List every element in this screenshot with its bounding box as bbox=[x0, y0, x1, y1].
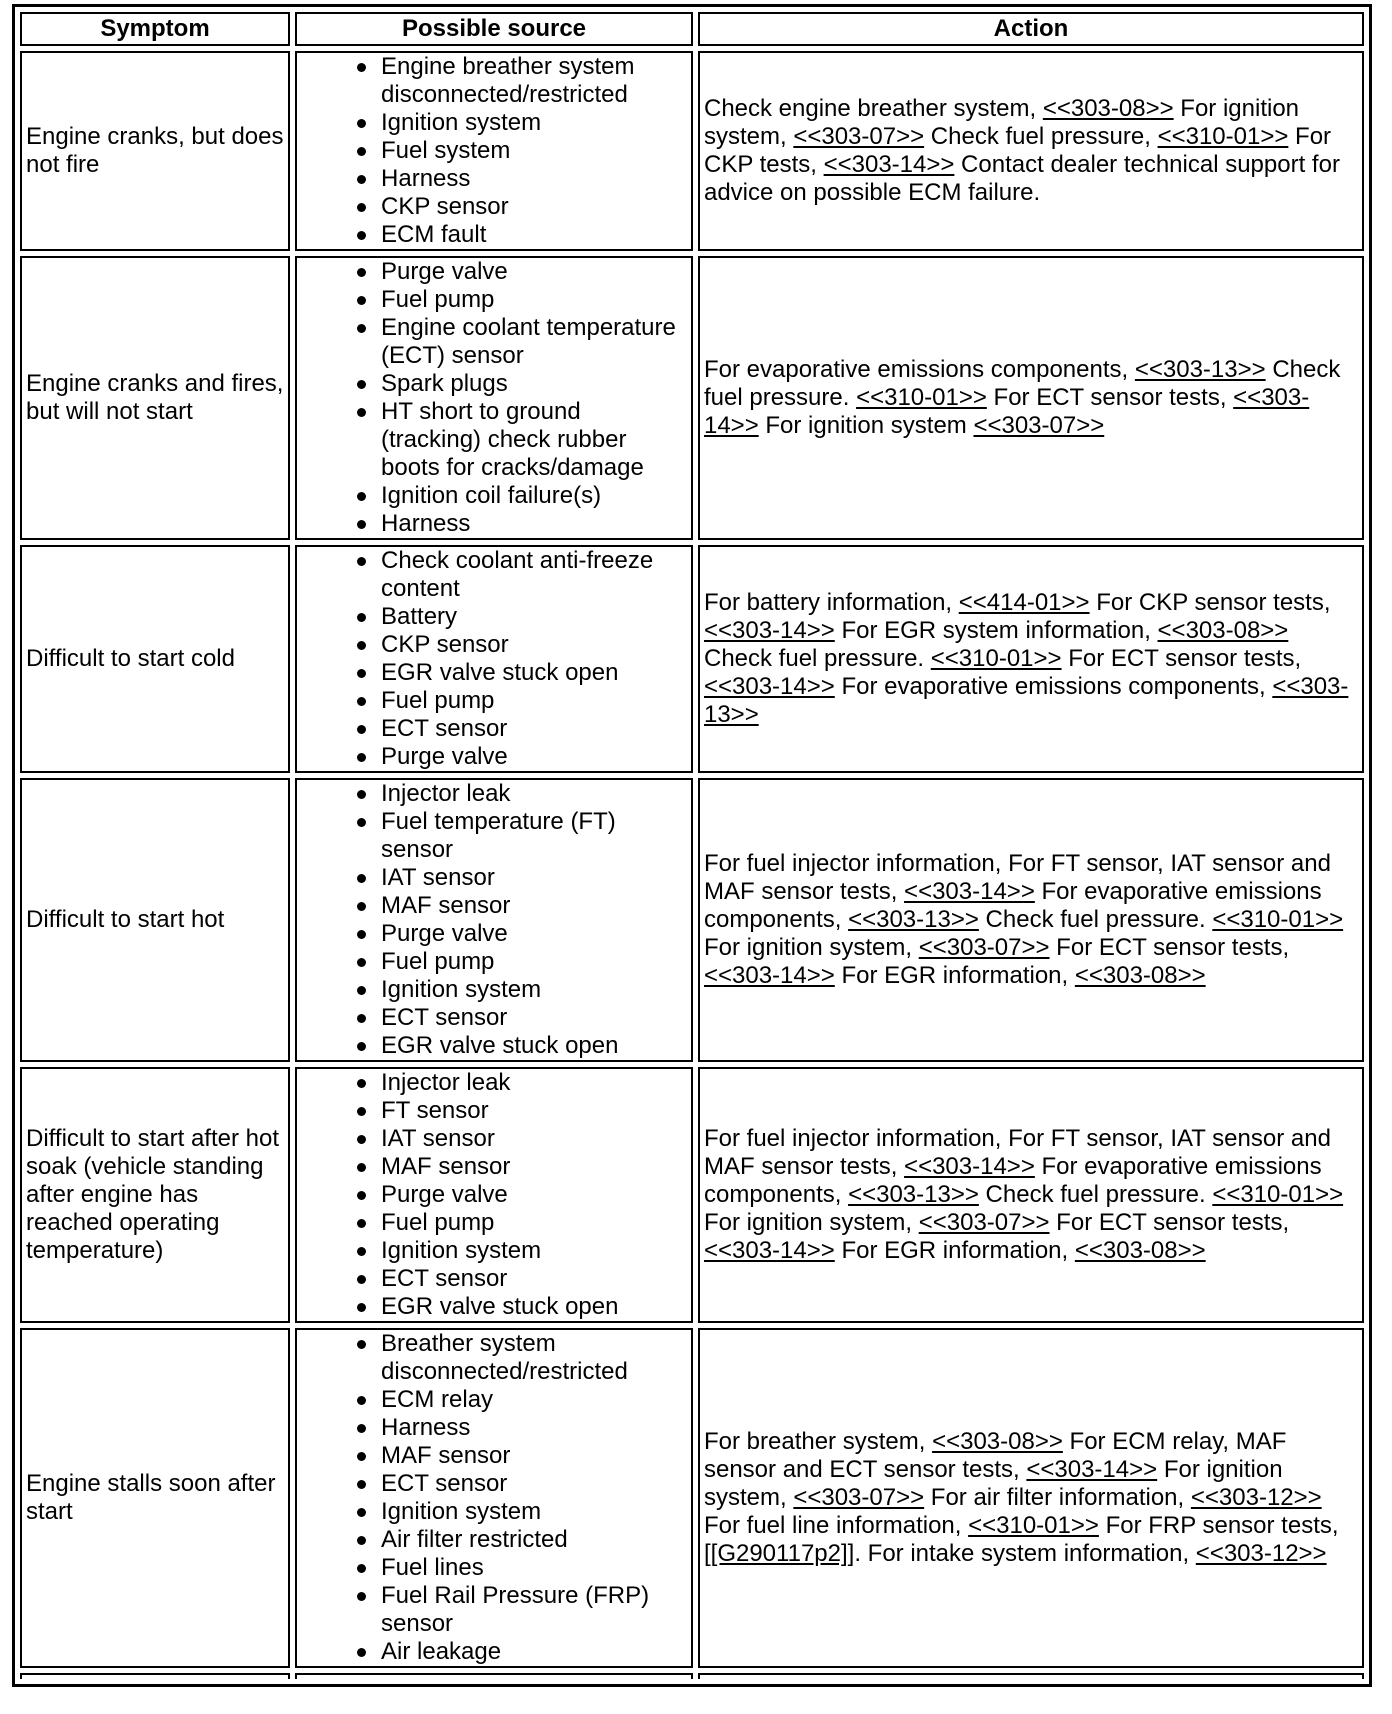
source-list-item: Ignition system bbox=[353, 976, 687, 1004]
source-list-item: Harness bbox=[353, 1414, 687, 1442]
action-text bbox=[704, 1125, 1358, 1265]
source-list-item: Fuel lines bbox=[353, 1554, 687, 1582]
continued-row bbox=[20, 1673, 1364, 1679]
source-list-item: Purge valve bbox=[353, 1181, 687, 1209]
action-text bbox=[704, 356, 1358, 440]
action-text-segment: For evaporative emissions components, bbox=[834, 673, 1273, 700]
source-list-item: Harness bbox=[353, 510, 687, 538]
source-list-item: Spark plugs bbox=[353, 370, 687, 398]
symptom-cell: Difficult to start hot bbox=[20, 778, 290, 1062]
action-text-segment: For fuel line information, bbox=[703, 1512, 969, 1539]
section-reference-link[interactable]: <<303-13>> bbox=[703, 673, 1349, 728]
source-list-item: ECT sensor bbox=[353, 1265, 687, 1293]
action-cell bbox=[698, 1067, 1364, 1323]
action-text-segment: Check fuel pressure. bbox=[978, 906, 1213, 933]
source-list-item: CKP sensor bbox=[353, 193, 687, 221]
source-list-item: Ignition system bbox=[353, 1498, 687, 1526]
action-text-segment: For breather system, bbox=[703, 1428, 933, 1455]
section-reference-link[interactable]: <<303-12>> bbox=[1190, 1484, 1322, 1511]
action-text-segment: For battery information, bbox=[703, 589, 959, 616]
action-text-segment: For fuel injector information, For FT sensor, IAT sensor and MAF sensor tests, bbox=[703, 1125, 1331, 1180]
source-list-item: Engine breather system disconnected/restricted bbox=[353, 53, 687, 109]
source-list bbox=[301, 53, 687, 249]
possible-source-cell bbox=[295, 778, 693, 1062]
source-list-item: Ignition system bbox=[353, 109, 687, 137]
source-list-item: Purge valve bbox=[353, 743, 687, 771]
section-reference-link[interactable]: <<303-13>> bbox=[848, 906, 979, 933]
table-row bbox=[20, 256, 1364, 540]
section-reference-link[interactable]: <<303-08>> bbox=[1157, 617, 1289, 644]
source-list bbox=[301, 547, 687, 771]
action-text-segment: For ignition system, bbox=[703, 934, 919, 961]
possible-source-cell bbox=[295, 1328, 693, 1668]
source-list-item: ECM fault bbox=[353, 221, 687, 249]
source-list-item: MAF sensor bbox=[353, 1153, 687, 1181]
section-reference-link[interactable]: <<303-14>> bbox=[703, 673, 835, 700]
action-text-segment: For ECT sensor tests, bbox=[1049, 934, 1290, 961]
source-list-item: ECT sensor bbox=[353, 1470, 687, 1498]
action-text-segment: For fuel injector information, For FT sensor, IAT sensor and MAF sensor tests, bbox=[703, 850, 1331, 905]
section-reference-link[interactable]: <<303-12>> bbox=[1195, 1540, 1327, 1567]
source-list-item: Fuel pump bbox=[353, 286, 687, 314]
action-text-segment: For ECT sensor tests, bbox=[1061, 645, 1302, 672]
action-text-segment: For ignition system, bbox=[703, 1456, 1283, 1511]
action-text-segment: For EGR system information, bbox=[834, 617, 1158, 644]
action-cell bbox=[698, 545, 1364, 773]
continued-cell bbox=[698, 1673, 1364, 1679]
table-row bbox=[20, 1328, 1364, 1668]
source-list-item: Purge valve bbox=[353, 258, 687, 286]
section-reference-link[interactable]: <<310-01>> bbox=[1157, 123, 1289, 150]
symptom-cell: Difficult to start after hot soak (vehicle standing after engine has reached operating temperature) bbox=[20, 1067, 290, 1323]
section-reference-link[interactable]: <<303-14>> bbox=[703, 617, 835, 644]
action-text-segment: . For intake system information, bbox=[854, 1540, 1196, 1567]
source-list-item: FT sensor bbox=[353, 1097, 687, 1125]
source-list-item: EGR valve stuck open bbox=[353, 1032, 687, 1060]
header-row bbox=[20, 12, 1364, 46]
action-cell bbox=[698, 51, 1364, 251]
table-row bbox=[20, 51, 1364, 251]
source-list-item: IAT sensor bbox=[353, 1125, 687, 1153]
action-text-segment: For ignition system, bbox=[703, 95, 1300, 150]
table-body bbox=[20, 51, 1364, 1679]
source-list-item: MAF sensor bbox=[353, 1442, 687, 1470]
section-reference-link[interactable]: <<303-14>> bbox=[703, 384, 1310, 439]
source-list-item: IAT sensor bbox=[353, 864, 687, 892]
section-reference-link[interactable]: <<303-07>> bbox=[793, 1484, 925, 1511]
action-text-segment: Check fuel pressure. bbox=[978, 1181, 1213, 1208]
source-list-item: MAF sensor bbox=[353, 892, 687, 920]
section-reference-link[interactable]: <<303-08>> bbox=[1074, 1237, 1206, 1264]
source-list bbox=[301, 258, 687, 538]
section-reference-link[interactable]: [[G290117p2]] bbox=[703, 1540, 855, 1567]
symptom-cell: Difficult to start cold bbox=[20, 545, 290, 773]
section-reference-link[interactable]: <<310-01>> bbox=[968, 1512, 1099, 1539]
section-reference-link[interactable]: <<303-14>> bbox=[904, 878, 1035, 905]
source-list-item: Injector leak bbox=[353, 780, 687, 808]
section-reference-link[interactable]: <<303-14>> bbox=[1026, 1456, 1158, 1483]
section-reference-link[interactable]: <<310-01>> bbox=[856, 384, 987, 411]
page bbox=[12, 4, 1372, 1687]
section-reference-link[interactable]: <<303-07>> bbox=[793, 123, 925, 150]
action-text bbox=[704, 95, 1358, 207]
section-reference-link[interactable]: <<303-14>> bbox=[703, 1237, 835, 1264]
continued-cell bbox=[20, 1673, 290, 1679]
section-reference-link[interactable]: <<310-01>> bbox=[1212, 1181, 1344, 1208]
source-list-item: EGR valve stuck open bbox=[353, 659, 687, 687]
symptom-cell: Engine cranks, but does not fire bbox=[20, 51, 290, 251]
source-list-item: Air filter restricted bbox=[353, 1526, 687, 1554]
source-list-item: Check coolant anti-freeze content bbox=[353, 547, 687, 603]
section-reference-link[interactable]: <<303-07>> bbox=[973, 412, 1105, 439]
continued-cell bbox=[295, 1673, 693, 1679]
action-text-segment: For CKP tests, bbox=[703, 123, 1332, 178]
action-text-segment: For evaporative emissions components, bbox=[703, 878, 1322, 933]
section-reference-link[interactable]: <<303-07>> bbox=[918, 1209, 1050, 1236]
source-list-item: Fuel pump bbox=[353, 687, 687, 715]
symptom-cell: Engine cranks and fires, but will not start bbox=[20, 256, 290, 540]
header-possible-source: Possible source bbox=[295, 12, 693, 46]
source-list bbox=[301, 1069, 687, 1321]
source-list bbox=[301, 1330, 687, 1666]
action-text-segment: For ignition system bbox=[758, 412, 974, 439]
source-list-item: Ignition coil failure(s) bbox=[353, 482, 687, 510]
source-list-item: CKP sensor bbox=[353, 631, 687, 659]
source-list-item: Fuel Rail Pressure (FRP) sensor bbox=[353, 1582, 687, 1638]
table-row bbox=[20, 545, 1364, 773]
section-reference-link[interactable]: <<303-14>> bbox=[904, 1153, 1035, 1180]
section-reference-link[interactable]: <<303-13>> bbox=[1134, 356, 1266, 383]
source-list-item: Breather system disconnected/restricted bbox=[353, 1330, 687, 1386]
source-list-item: Battery bbox=[353, 603, 687, 631]
possible-source-cell bbox=[295, 545, 693, 773]
source-list-item: ECT sensor bbox=[353, 715, 687, 743]
source-list-item: Air leakage bbox=[353, 1638, 687, 1666]
source-list-item: Fuel pump bbox=[353, 948, 687, 976]
action-text-segment: For evaporative emissions components, bbox=[703, 1153, 1322, 1208]
source-list-item: Injector leak bbox=[353, 1069, 687, 1097]
possible-source-cell bbox=[295, 256, 693, 540]
action-text-segment: For FRP sensor tests, bbox=[1098, 1512, 1339, 1539]
source-list-item: Engine coolant temperature (ECT) sensor bbox=[353, 314, 687, 370]
section-reference-link[interactable]: <<303-08>> bbox=[1074, 962, 1206, 989]
source-list-item: ECT sensor bbox=[353, 1004, 687, 1032]
source-list-item: Fuel system bbox=[353, 137, 687, 165]
action-text bbox=[704, 1428, 1358, 1568]
action-text bbox=[704, 850, 1358, 990]
source-list-item: ECM relay bbox=[353, 1386, 687, 1414]
section-reference-link[interactable]: <<414-01>> bbox=[958, 589, 1090, 616]
symptom-cell: Engine stalls soon after start bbox=[20, 1328, 290, 1668]
action-text-segment: For EGR information, bbox=[834, 1237, 1075, 1264]
header-symptom: Symptom bbox=[20, 12, 290, 46]
source-list-item: Fuel pump bbox=[353, 1209, 687, 1237]
source-list bbox=[301, 780, 687, 1060]
section-reference-link[interactable]: <<310-01>> bbox=[1212, 906, 1344, 933]
action-text-segment: Check fuel pressure. bbox=[703, 356, 1341, 411]
action-text-segment: Check fuel pressure, bbox=[924, 123, 1158, 150]
action-text-segment: For EGR information, bbox=[834, 962, 1075, 989]
header-action: Action bbox=[698, 12, 1364, 46]
source-list-item: Harness bbox=[353, 165, 687, 193]
source-list-item: HT short to ground (tracking) check rubber boots for cracks/damage bbox=[353, 398, 687, 482]
action-text-segment: For ignition system, bbox=[703, 1209, 919, 1236]
table-row bbox=[20, 1067, 1364, 1323]
action-cell bbox=[698, 256, 1364, 540]
action-cell bbox=[698, 778, 1364, 1062]
action-cell bbox=[698, 1328, 1364, 1668]
section-reference-link[interactable]: <<303-08>> bbox=[932, 1428, 1063, 1455]
source-list-item: Fuel temperature (FT) sensor bbox=[353, 808, 687, 864]
possible-source-cell bbox=[295, 1067, 693, 1323]
section-reference-link[interactable]: <<303-14>> bbox=[823, 151, 955, 178]
action-text-segment: For evaporative emissions components, bbox=[703, 356, 1135, 383]
section-reference-link[interactable]: <<303-13>> bbox=[848, 1181, 979, 1208]
action-text bbox=[704, 589, 1358, 729]
action-text-segment: For ECT sensor tests, bbox=[986, 384, 1234, 411]
action-text-segment: For CKP sensor tests, bbox=[1089, 589, 1331, 616]
diagnostic-table bbox=[12, 4, 1372, 1687]
possible-source-cell bbox=[295, 51, 693, 251]
section-reference-link[interactable]: <<303-08>> bbox=[1042, 95, 1174, 122]
section-reference-link[interactable]: <<310-01>> bbox=[930, 645, 1062, 672]
action-text-segment: Check fuel pressure. bbox=[703, 645, 931, 672]
action-text-segment: Check engine breather system, bbox=[703, 95, 1043, 122]
source-list-item: Ignition system bbox=[353, 1237, 687, 1265]
section-reference-link[interactable]: <<303-14>> bbox=[703, 962, 835, 989]
table-row bbox=[20, 778, 1364, 1062]
action-text-segment: For ECT sensor tests, bbox=[1049, 1209, 1290, 1236]
source-list-item: EGR valve stuck open bbox=[353, 1293, 687, 1321]
action-text-segment: For ECM relay, MAF sensor and ECT sensor tests, bbox=[703, 1428, 1287, 1483]
section-reference-link[interactable]: <<303-07>> bbox=[918, 934, 1050, 961]
source-list-item: Purge valve bbox=[353, 920, 687, 948]
action-text-segment: Contact dealer technical support for advice on possible ECM failure. bbox=[703, 151, 1340, 206]
action-text-segment: For air filter information, bbox=[924, 1484, 1191, 1511]
